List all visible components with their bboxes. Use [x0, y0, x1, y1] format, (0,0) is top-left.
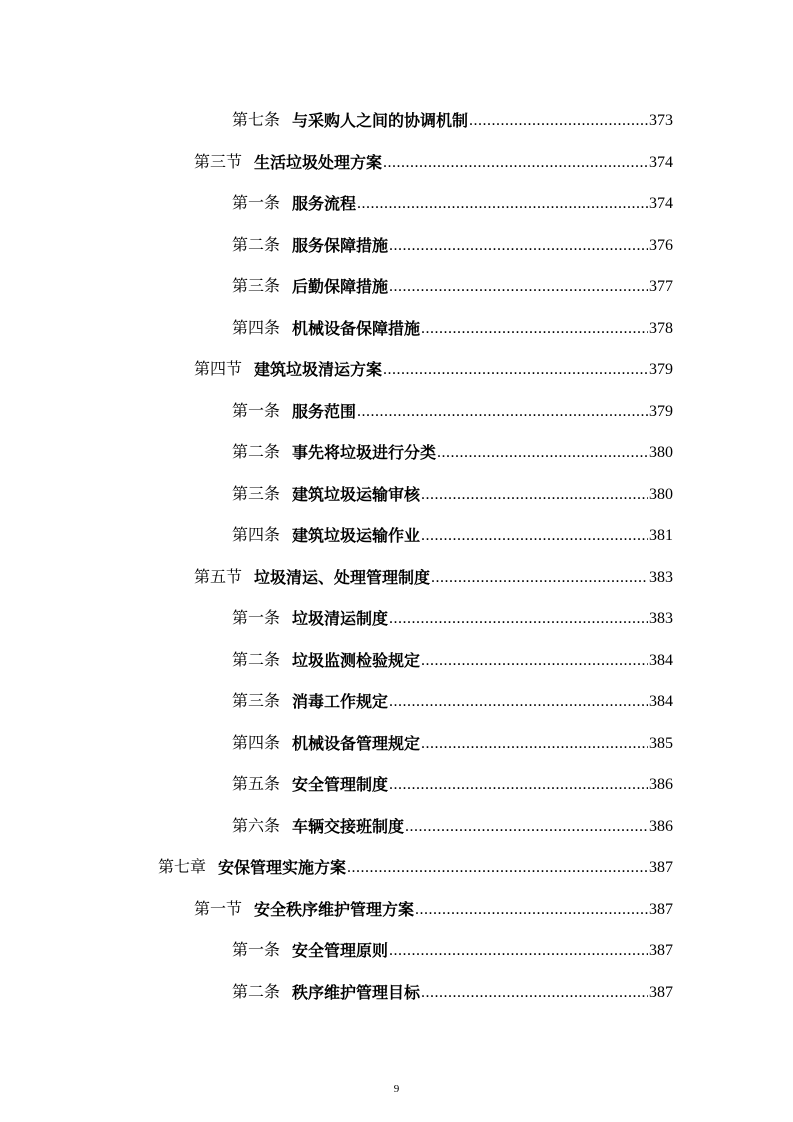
toc-entry-number: 第二条 [232, 237, 281, 254]
toc-dot-leader [421, 485, 648, 505]
toc-entry[interactable] [194, 879, 673, 920]
toc-entry-page: 373 [649, 112, 673, 129]
toc-entry-title: 机械设备管理规定 [292, 734, 421, 753]
toc-dot-leader [469, 111, 648, 131]
toc-entry-title: 机械设备保障措施 [292, 319, 421, 338]
toc-entry-page: 386 [649, 776, 673, 793]
toc-entry-title: 建筑垃圾运输审核 [292, 485, 421, 504]
toc-entry-number: 第六条 [232, 818, 281, 835]
toc-dot-leader [389, 236, 648, 256]
toc-entry[interactable] [194, 339, 673, 380]
toc-entry[interactable] [232, 298, 673, 339]
toc-entry-number: 第四条 [232, 320, 281, 337]
toc-entry-title: 安保管理实施方案 [218, 858, 347, 877]
toc-entry-page: 386 [649, 818, 673, 835]
toc-entry-title: 垃圾清运、处理管理制度 [254, 568, 431, 587]
toc-entry-page: 387 [649, 859, 673, 876]
toc-entry[interactable] [232, 588, 673, 629]
toc-entry[interactable] [232, 713, 673, 754]
toc-entry-number: 第三条 [232, 486, 281, 503]
toc-entry-number: 第四条 [232, 735, 281, 752]
toc-dot-leader [389, 775, 648, 795]
toc-entry-number: 第一条 [232, 610, 281, 627]
toc-dot-leader [405, 817, 648, 837]
toc-dot-leader [389, 941, 648, 961]
toc-entry-page: 381 [649, 527, 673, 544]
toc-entry[interactable] [232, 505, 673, 546]
toc-dot-leader [437, 443, 648, 463]
page-number: 9 [393, 1083, 400, 1095]
toc-entry-page: 377 [649, 278, 673, 295]
toc-entry-page: 387 [649, 984, 673, 1001]
toc-dot-leader [389, 692, 648, 712]
toc-entry[interactable] [194, 547, 673, 588]
toc-entry[interactable] [232, 630, 673, 671]
toc-entry-title: 安全管理制度 [292, 775, 389, 794]
toc-dot-leader [347, 858, 648, 878]
toc-entry-page: 374 [649, 195, 673, 212]
toc-entry-page: 384 [649, 693, 673, 710]
toc-entry-number: 第四节 [194, 361, 243, 378]
toc-entry-number: 第三节 [194, 154, 243, 171]
toc-dot-leader [357, 402, 648, 422]
toc-entry-number: 第二条 [232, 984, 281, 1001]
toc-dot-leader [421, 651, 648, 671]
toc-entry-title: 事先将垃圾进行分类 [292, 443, 437, 462]
toc-dot-leader [421, 734, 648, 754]
toc-entry-number: 第三条 [232, 693, 281, 710]
toc-dot-leader [383, 153, 648, 173]
toc-entry-number: 第一条 [232, 942, 281, 959]
toc-entry-title: 服务保障措施 [292, 236, 389, 255]
toc-dot-leader [389, 609, 648, 629]
toc-entry[interactable] [232, 256, 673, 297]
toc-entry-title: 建筑垃圾清运方案 [254, 360, 383, 379]
toc-entry[interactable] [232, 796, 673, 837]
toc-entry-title: 后勤保障措施 [292, 277, 389, 296]
toc-dot-leader [383, 360, 648, 380]
toc-entry-number: 第七章 [158, 859, 207, 876]
toc-entry-number: 第三条 [232, 278, 281, 295]
toc-entry-number: 第五节 [194, 569, 243, 586]
toc-entry[interactable] [232, 173, 673, 214]
toc-entry[interactable] [232, 671, 673, 712]
toc-entry-page: 378 [649, 320, 673, 337]
toc-entry[interactable] [232, 920, 673, 961]
toc-entry-page: 380 [649, 486, 673, 503]
toc-entry-number: 第五条 [232, 776, 281, 793]
toc-entry-title: 消毒工作规定 [292, 692, 389, 711]
toc-entry[interactable] [232, 381, 673, 422]
toc-entry-page: 384 [649, 652, 673, 669]
toc-entry-title: 垃圾监测检验规定 [292, 651, 421, 670]
toc-entry-title: 建筑垃圾运输作业 [292, 526, 421, 545]
toc-entry[interactable] [232, 215, 673, 256]
toc-entry-number: 第一条 [232, 195, 281, 212]
toc-entry-page: 385 [649, 735, 673, 752]
toc-entry[interactable] [232, 422, 673, 463]
toc-dot-leader [421, 983, 648, 1003]
toc-dot-leader [421, 526, 648, 546]
toc-entry[interactable] [232, 962, 673, 1003]
toc-entry-number: 第四条 [232, 527, 281, 544]
toc-entry-page: 380 [649, 444, 673, 461]
toc-entry[interactable] [232, 90, 673, 131]
toc-entry[interactable] [232, 754, 673, 795]
toc-dot-leader [431, 568, 648, 588]
toc-entry-title: 安全秩序维护管理方案 [254, 900, 415, 919]
toc-dot-leader [421, 319, 648, 339]
toc-entry-number: 第七条 [232, 112, 281, 129]
toc-entry-title: 秩序维护管理目标 [292, 983, 421, 1002]
toc-entry-page: 387 [649, 942, 673, 959]
toc-entry-title: 与采购人之间的协调机制 [292, 111, 469, 130]
toc-entry-title: 安全管理原则 [292, 941, 389, 960]
toc-entry-page: 383 [649, 569, 673, 586]
toc-entry-page: 383 [649, 610, 673, 627]
toc-entry-number: 第二条 [232, 444, 281, 461]
toc-dot-leader [389, 277, 648, 297]
toc-entry[interactable] [194, 132, 673, 173]
toc-entry-page: 376 [649, 237, 673, 254]
toc-entry[interactable] [158, 837, 673, 878]
toc-entry-page: 374 [649, 154, 673, 171]
toc-entry-title: 垃圾清运制度 [292, 609, 389, 628]
toc-entry-page: 387 [649, 901, 673, 918]
toc-entry[interactable] [232, 464, 673, 505]
toc-entry-title: 车辆交接班制度 [292, 817, 405, 836]
toc-entry-number: 第一条 [232, 403, 281, 420]
toc-dot-leader [357, 194, 648, 214]
toc-entry-title: 生活垃圾处理方案 [254, 153, 383, 172]
toc-entry-page: 379 [649, 403, 673, 420]
toc-entry-number: 第二条 [232, 652, 281, 669]
toc-entry-title: 服务流程 [292, 194, 357, 213]
toc-entry-page: 379 [649, 361, 673, 378]
toc-dot-leader [415, 900, 648, 920]
toc-entry-title: 服务范围 [292, 402, 357, 421]
toc-entry-number: 第一节 [194, 901, 243, 918]
